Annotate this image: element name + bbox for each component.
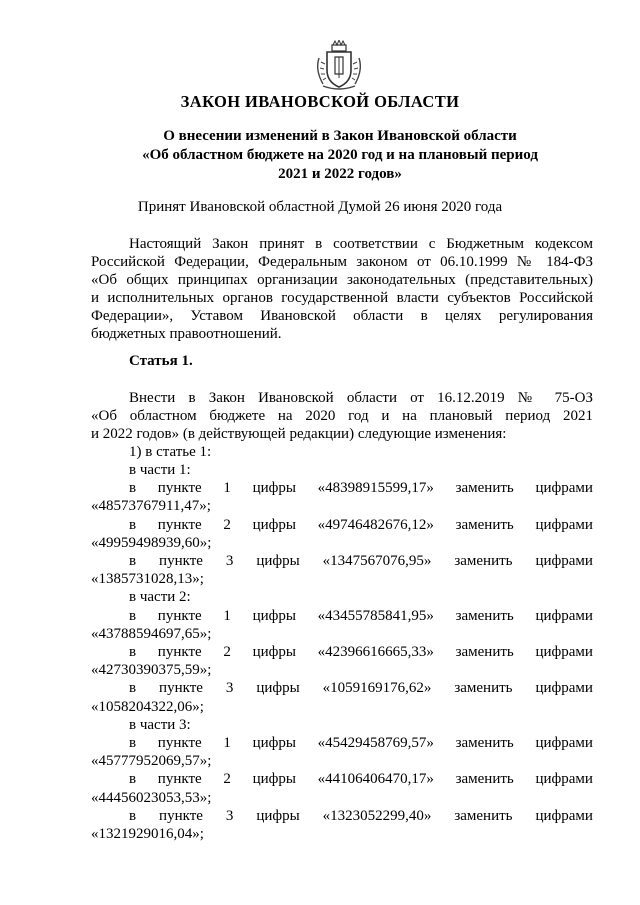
amendment-row xyxy=(129,479,593,497)
new-value: «48573767911,47»; xyxy=(91,498,211,515)
word-zamenit: заменить xyxy=(454,680,513,697)
amendment-row xyxy=(129,807,593,825)
word-tsifry: цифры xyxy=(256,807,300,824)
part-label: в части 3: xyxy=(129,716,191,733)
word-v: в xyxy=(129,807,137,824)
point-number: 3 xyxy=(225,553,234,569)
preamble-line: «Об общих принципах организации законодательных (представительных) xyxy=(91,272,593,288)
word-tsiframi: цифрами xyxy=(535,553,593,569)
word-tsifry: цифры xyxy=(252,735,296,751)
old-value: «48398915599,17» xyxy=(317,480,434,497)
word-punkte: пункте xyxy=(159,553,203,569)
point-number: 2 xyxy=(223,771,231,788)
item-1: 1) в статье 1: xyxy=(129,444,212,460)
word-punkte: пункте xyxy=(159,680,203,697)
intro-line: Внести в Закон Ивановской области от 16.12.2019 № 75-ОЗ xyxy=(129,390,593,406)
adoption-note: Принят Ивановской областной Думой 26 июня 2020 года xyxy=(137,199,503,215)
point-number: 1 xyxy=(223,607,231,624)
part-label: в части 2: xyxy=(129,589,191,606)
amendment-row xyxy=(129,607,593,625)
new-value: «45777952069,57»; xyxy=(91,753,212,770)
part-label: в части 1: xyxy=(129,462,191,478)
word-zamenit: заменить xyxy=(455,516,514,533)
amendment-row xyxy=(129,552,593,570)
new-value: «49959498939,60»; xyxy=(91,534,212,551)
word-tsiframi: цифрами xyxy=(535,735,593,751)
old-value: «1059169176,62» xyxy=(322,680,432,697)
old-value: «49746482676,12» xyxy=(317,516,434,533)
new-value: «43788594697,65»; xyxy=(91,625,212,642)
word-tsiframi: цифрами xyxy=(535,771,593,788)
new-value: «42730390375,59»; xyxy=(91,662,212,679)
subtitle-line: О внесении изменений в Закон Ивановской области xyxy=(163,128,517,144)
amendment-row xyxy=(129,734,593,752)
word-v: в xyxy=(129,735,137,751)
word-tsifry: цифры xyxy=(252,480,296,497)
word-zamenit: заменить xyxy=(455,771,514,788)
word-v: в xyxy=(129,480,137,497)
word-v: в xyxy=(129,516,137,533)
preamble-line: Федерации», Уставом Ивановской области в целях регулирования xyxy=(91,308,593,324)
new-value: «1385731028,13»; xyxy=(91,571,204,588)
word-punkte: пункте xyxy=(157,516,202,533)
word-tsiframi: цифрами xyxy=(535,807,593,824)
word-tsiframi: цифрами xyxy=(535,607,593,624)
word-v: в xyxy=(129,771,137,788)
word-zamenit: заменить xyxy=(455,480,514,497)
word-tsiframi: цифрами xyxy=(535,644,593,660)
word-punkte: пункте xyxy=(157,771,202,788)
old-value: «43455785841,95» xyxy=(317,607,434,624)
new-value: «44456023053,53»; xyxy=(91,789,212,806)
amendment-row xyxy=(129,643,593,661)
law-title: ЗАКОН ИВАНОВСКОЙ ОБЛАСТИ xyxy=(180,92,460,111)
word-zamenit: заменить xyxy=(454,807,513,824)
word-tsifry: цифры xyxy=(252,607,296,624)
preamble-line: и исполнительных органов государственной власти субъектов Российской xyxy=(91,290,593,306)
amendment-row xyxy=(129,679,593,697)
word-tsiframi: цифрами xyxy=(535,480,593,497)
word-v: в xyxy=(129,680,137,697)
point-number: 1 xyxy=(223,480,231,497)
law-subtitle xyxy=(90,127,590,184)
old-value: «42396616665,33» xyxy=(317,644,434,660)
old-value: «1347567076,95» xyxy=(322,553,432,569)
word-tsiframi: цифрами xyxy=(535,516,593,533)
word-zamenit: заменить xyxy=(455,607,514,624)
intro-line: «Об областном бюджете на 2020 год и на плановый период 2021 xyxy=(91,408,593,424)
subtitle-line: 2021 и 2022 годов» xyxy=(278,166,402,182)
word-zamenit: заменить xyxy=(455,735,514,751)
word-zamenit: заменить xyxy=(454,553,513,569)
preamble-line: Настоящий Закон принят в соответствии с Бюджетным кодексом xyxy=(129,236,593,252)
word-punkte: пункте xyxy=(157,644,202,660)
preamble-line: Российской Федерации, Федеральным законом от 06.10.1999 № 184-ФЗ xyxy=(91,254,593,270)
old-value: «1323052299,40» xyxy=(322,807,432,824)
point-number: 2 xyxy=(223,644,231,660)
old-value: «45429458769,57» xyxy=(317,735,434,751)
word-tsifry: цифры xyxy=(252,771,296,788)
word-punkte: пункте xyxy=(157,735,202,751)
old-value: «44106406470,17» xyxy=(317,771,434,788)
article-intro xyxy=(91,389,593,443)
new-value: «1058204322,06»; xyxy=(91,698,204,715)
point-number: 3 xyxy=(225,680,234,697)
subtitle-line: «Об областном бюджете на 2020 год и на плановый период xyxy=(142,147,538,163)
word-v: в xyxy=(129,607,137,624)
word-punkte: пункте xyxy=(157,480,202,497)
intro-line: и 2022 годов» (в действующей редакции) следующие изменения: xyxy=(91,426,507,442)
word-tsifry: цифры xyxy=(252,644,296,660)
word-tsifry: цифры xyxy=(256,680,300,697)
word-tsiframi: цифрами xyxy=(535,680,593,697)
word-v: в xyxy=(129,553,137,569)
preamble-line: бюджетных правоотношений. xyxy=(91,326,282,342)
amendment-row xyxy=(129,770,593,788)
word-punkte: пункте xyxy=(157,607,202,624)
word-punkte: пункте xyxy=(159,807,203,824)
word-tsifry: цифры xyxy=(256,553,300,569)
amendment-row xyxy=(129,516,593,534)
point-number: 2 xyxy=(223,516,231,533)
point-number: 1 xyxy=(223,735,231,751)
article-heading: Статья 1. xyxy=(129,353,193,369)
word-tsifry: цифры xyxy=(252,516,296,533)
word-v: в xyxy=(129,644,137,660)
word-zamenit: заменить xyxy=(455,644,514,660)
ivanovo-coat-of-arms-icon xyxy=(313,40,365,92)
point-number: 3 xyxy=(225,807,234,824)
new-value: «1321929016,04»; xyxy=(91,826,204,842)
preamble-paragraph xyxy=(91,235,593,343)
